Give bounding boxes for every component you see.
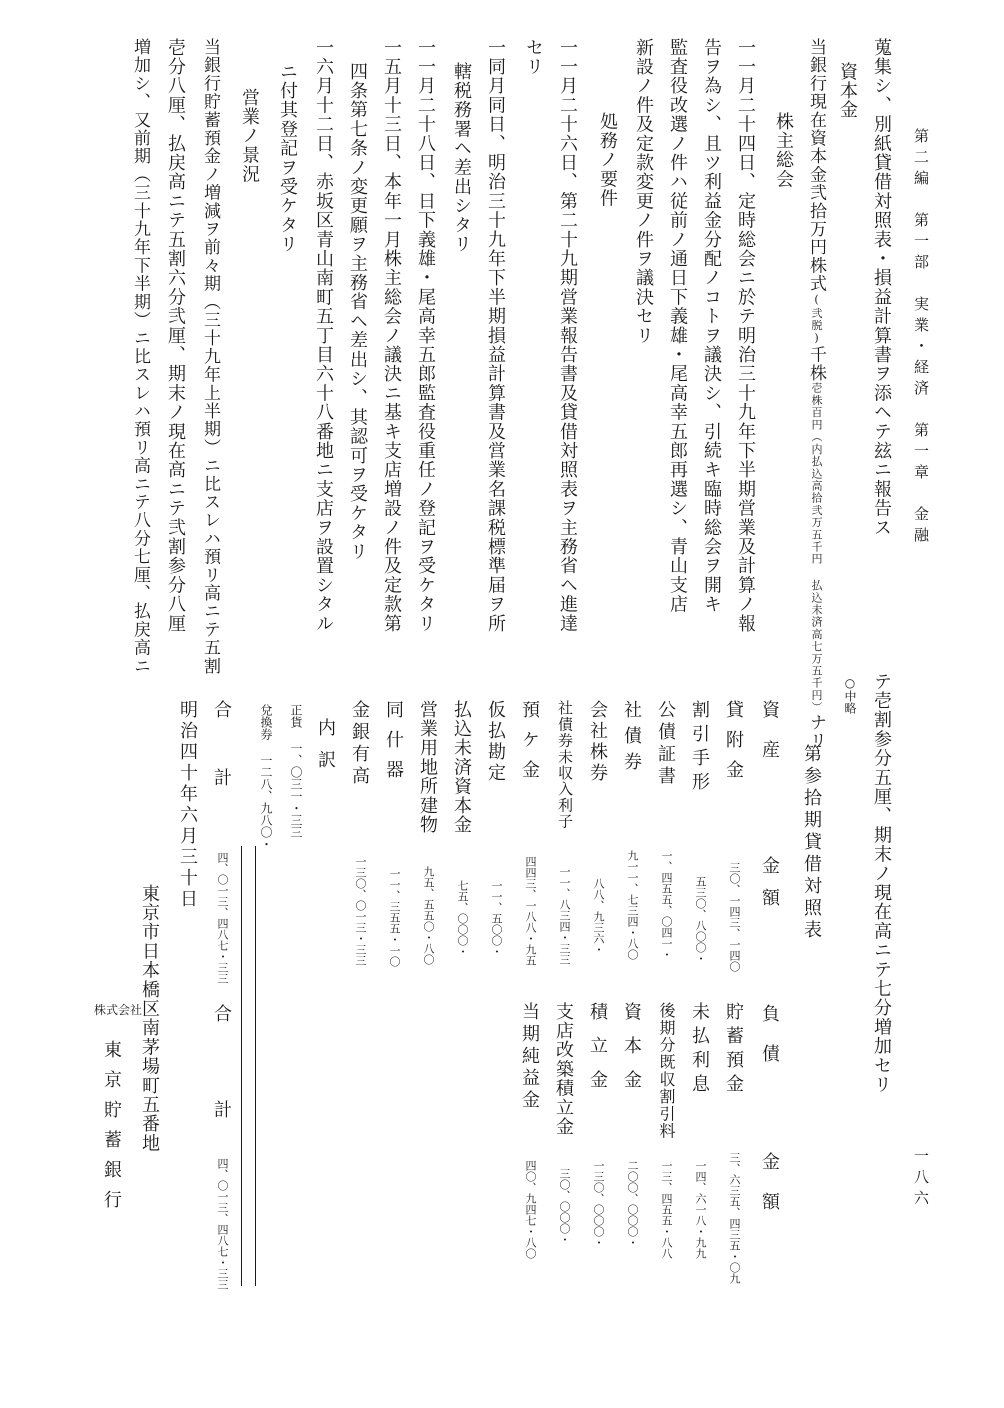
text-line: 一一月二十四日、定時総会ニ於テ明治三十九年下半期営業及計算ノ報 [735, 38, 756, 634]
liability-label: 積立金 [587, 1002, 608, 1104]
asset-label: 社債券未収入利子 [556, 700, 574, 830]
asset-amount: 一一、三五五・一〇 [388, 868, 401, 967]
table-title: 第参拾期貸借対照表 [801, 744, 822, 942]
asset-label: 払込未済資本金 [451, 700, 472, 835]
section-heading-capital: 資本金 [837, 62, 858, 120]
asset-label: 貸附金 [723, 700, 744, 790]
asset-amount: 四四三、一八八・九五 [524, 856, 537, 966]
omission-mark: ○中略 [843, 676, 857, 714]
liabilities-total-label: 合計 [211, 1004, 232, 1196]
section-heading-affairs: 処務ノ要件 [597, 112, 618, 208]
capital-text-a: 当銀行現在資本金弐拾万円株式 [806, 38, 826, 293]
liability-amount: 四〇、九四七・八〇 [524, 1160, 537, 1259]
capital-text-c: ナリ [806, 713, 826, 750]
asset-label: 仮払勘定 [485, 700, 506, 784]
asset-label: 公債証書 [655, 700, 676, 788]
liabilities-total-amount: 四、〇一三、四八七・三三 [216, 1158, 229, 1290]
assets-total-amount: 四、〇一三、四八七・三三 [216, 852, 229, 984]
text-line: 蒐集シ、別紙貸借対照表・損益計算書ヲ添ヘテ玆ニ報告ス [871, 38, 892, 538]
capital-note-b: 壱株百円 [810, 382, 823, 431]
liability-amount: 三〇、〇〇〇・ [558, 1168, 571, 1245]
liability-label: 後期分既収割引料 [657, 1002, 676, 1140]
text-line: ニ付其登記ヲ受ケタリ [277, 62, 298, 254]
asset-amount: 三〇、一四三、一四〇 [728, 862, 741, 972]
statement-date: 明治四十年六月三十日 [177, 700, 198, 910]
running-header: 第二編 第一部 実業・経済 第一章 金融 [912, 128, 930, 548]
liability-amount: 一四、六一八・九九 [694, 1160, 707, 1259]
text-line: 監査役改選ノ件ハ従前ノ通日下義雄・尾高幸五郎再選シ、青山支店 [667, 38, 688, 614]
capital-note-c: （内払込高拾弐万五千円 払込未済高七万五千円） [810, 430, 823, 714]
asset-amount: 五三〇、八〇〇・ [694, 876, 707, 964]
asset-label: 社債券 [621, 700, 642, 778]
text-line: 一五月十三日、本年一月株主総会ノ議決ニ基キ支店増設ノ件及定款第 [381, 38, 402, 634]
text-line: 一六月十二日、赤坂区青山南町五丁目六十八番地ニ支店ヲ設置シタル [313, 38, 334, 634]
asset-amount: 七五、〇〇〇・ [456, 880, 469, 957]
liability-amount: 一三〇、〇〇〇・ [592, 1160, 605, 1248]
section-heading-shareholders: 株主総会 [773, 112, 794, 189]
breakdown-item: 兌換券 一二八、九八〇・ [259, 704, 273, 850]
asset-amount: 一一、五〇〇・ [490, 880, 503, 957]
breakdown-item: 正貨 一、〇三一・三三 [289, 704, 303, 838]
continuation-line: テ壱割参分五厘、期末ノ現在高ニテ七分増加セリ [871, 672, 892, 1095]
liability-label: 未払利息 [689, 1002, 710, 1098]
capital-note-a: (弐脱) [810, 292, 823, 346]
totals-rule [255, 846, 256, 1286]
asset-amount: 一、四五五、〇四一・ [660, 850, 673, 960]
text-line: 壱分八厘、払戻高ニテ五割六分弐厘、期末ノ現在高ニテ弐割参分八厘 [165, 38, 186, 634]
asset-label: 同什器 [383, 700, 404, 790]
text-line: 告ヲ為シ、且ツ利益金分配ノコトヲ議決シ、引続キ臨時総会ヲ開キ [701, 38, 722, 614]
text-line: 当銀行貯蓄預金ノ増減ヲ前々期（三十九年上半期）ニ比スレハ預リ高ニテ五割 [200, 38, 220, 675]
text-line: 一一月二十六日、第二十九期営業報告書及貸借対照表ヲ主務省ヘ進達 [557, 38, 578, 634]
asset-amount: 九五、五五〇・八〇 [422, 866, 435, 965]
text-line: 一一月二十八日、日下義雄・尾高幸五郎監査役重任ノ登記ヲ受ケタリ [415, 38, 436, 634]
asset-label: 会社株券 [587, 700, 608, 784]
asset-amount: 一一、八三四・三三 [558, 866, 571, 965]
assets-header: 資産 [759, 700, 780, 780]
company-prefix: 株式会社 [94, 1003, 143, 1017]
capital-line [807, 38, 824, 750]
amount-header: 金額 [759, 856, 780, 920]
text-line: 四条第七条ノ変更願ヲ主務省ヘ差出シ、其認可ヲ受ケタリ [347, 62, 368, 562]
liabilities-header: 負債 [759, 1004, 780, 1084]
assets-total-label: 合計 [211, 700, 232, 836]
text-line: 新設ノ件及定款変更ノ件ヲ議決セリ [633, 38, 654, 346]
asset-amount: 八八、九三六・ [592, 878, 605, 955]
totals-rule-inner [241, 846, 242, 1286]
asset-amount: 九一一、七三四・八〇 [626, 850, 639, 960]
capital-text-b: 千株 [806, 345, 826, 383]
liability-label: 貯蓄預金 [723, 1002, 744, 1098]
asset-label: 割引手形 [689, 700, 710, 796]
liability-amount: 三、六三五、四三五・〇九 [728, 1152, 741, 1284]
liability-label: 当期純益金 [519, 1002, 540, 1112]
text-line: 一同月同日、明治三十九年下半期損益計算書及営業名課税標準届ヲ所 [485, 38, 506, 634]
company-name: 東京貯蓄銀行 [101, 1040, 122, 1220]
company-address: 東京市日本橋区南茅場町五番地 [139, 884, 160, 1153]
text-line: 轄税務署ヘ差出シタリ [451, 62, 472, 254]
asset-label: 営業用地所建物 [417, 700, 438, 835]
liability-label: 資本金 [621, 1002, 642, 1104]
section-heading-business: 営業ノ景況 [239, 88, 260, 184]
asset-label: 金銀有高 [349, 700, 370, 788]
page-number: 一八六 [912, 1148, 930, 1211]
amount-header-2: 金額 [759, 1152, 780, 1232]
liability-amount: 二〇〇、〇〇〇・ [626, 1160, 639, 1248]
asset-amount: 一三〇、〇一三・三三 [354, 856, 367, 966]
text-line: セリ [523, 38, 544, 77]
asset-label: 預ケ金 [519, 700, 540, 790]
liability-label: 支店改築積立金 [553, 1002, 574, 1137]
breakdown-label: 内訳 [315, 718, 336, 782]
text-line: 増加シ、又前期（三十九年下半期）ニ比スレハ預リ高ニテ八分七厘、払戻高ニ [130, 38, 150, 675]
liability-amount: 一三、四五五・八八 [660, 1160, 673, 1259]
